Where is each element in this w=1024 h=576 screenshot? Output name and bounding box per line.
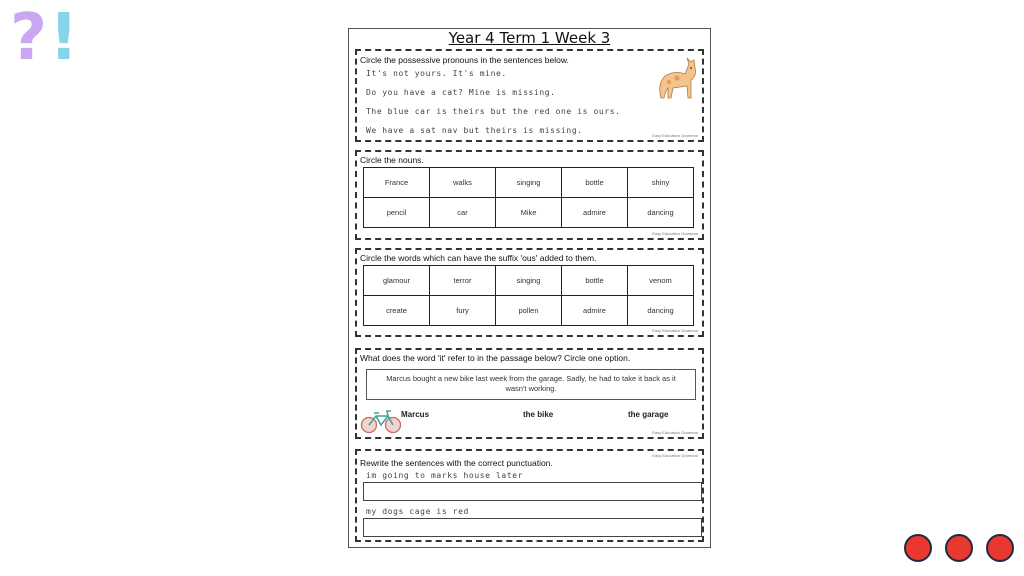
navigation-dots [904, 534, 1014, 562]
answer-box-2[interactable] [363, 518, 702, 537]
word-cell[interactable]: shiny [628, 168, 694, 198]
section-it-refer [355, 348, 704, 439]
section4-question: What does the word 'it' refer to in the passage below? Circle one option. [360, 353, 631, 363]
section3-question: Circle the words which can have the suffix 'ous' added to them. [360, 253, 597, 263]
answer-box-1[interactable] [363, 482, 702, 501]
section5-question: Rewrite the sentences with the correct punctuation. [360, 458, 553, 468]
word-cell[interactable]: car [430, 198, 496, 228]
logo-question-mark: ? [10, 1, 48, 75]
section1-sentence: It's not yours. It's mine. [366, 69, 507, 78]
section3-credit: Easy Education Grammar [652, 328, 698, 333]
nav-dot[interactable] [904, 534, 932, 562]
bicycle-icon [360, 408, 402, 434]
word-cell[interactable]: fury [430, 296, 496, 326]
word-cell[interactable]: bottle [562, 266, 628, 296]
word-cell[interactable]: dancing [628, 296, 694, 326]
word-cell[interactable]: create [364, 296, 430, 326]
option-the-bike[interactable]: the bike [523, 410, 554, 419]
word-cell[interactable]: admire [562, 296, 628, 326]
option-the-garage[interactable]: the garage [628, 410, 669, 419]
section2-credit: Easy Education Grammar [652, 231, 698, 236]
section2-question: Circle the nouns. [360, 155, 424, 165]
passage-box [366, 369, 696, 400]
option-marcus[interactable]: Marcus [401, 410, 430, 419]
section2-word-grid [363, 167, 694, 228]
word-cell[interactable]: admire [562, 198, 628, 228]
worksheet [348, 28, 711, 548]
word-cell[interactable]: pollen [496, 296, 562, 326]
section5-sentence: my dogs cage is red [366, 507, 469, 516]
word-cell[interactable]: pencil [364, 198, 430, 228]
section4-credit: Easy Education Grammar [652, 430, 698, 435]
word-cell[interactable]: singing [496, 168, 562, 198]
section-punctuation [355, 449, 704, 542]
passage-line: wasn't working. [505, 384, 557, 393]
section-nouns [355, 150, 704, 240]
word-cell[interactable]: walks [430, 168, 496, 198]
cat-icon [653, 54, 697, 104]
section1-sentence: The blue car is theirs but the red one is ours. [366, 107, 621, 116]
word-cell[interactable]: dancing [628, 198, 694, 228]
word-cell[interactable]: venom [628, 266, 694, 296]
section-suffix-ous [355, 248, 704, 337]
section1-credit: Easy Education Grammar [652, 133, 698, 138]
logo-exclamation-mark: ! [49, 1, 79, 75]
nav-dot[interactable] [945, 534, 973, 562]
word-cell[interactable]: singing [496, 266, 562, 296]
word-cell[interactable]: France [364, 168, 430, 198]
logo [10, 1, 79, 75]
section1-sentence: We have a sat nav but theirs is missing. [366, 126, 583, 135]
word-cell[interactable]: terror [430, 266, 496, 296]
section3-word-grid [363, 265, 694, 326]
word-cell[interactable]: bottle [562, 168, 628, 198]
section-possessive-pronouns [355, 49, 704, 142]
section5-sentence: im going to marks house later [366, 471, 524, 480]
word-cell[interactable]: Mike [496, 198, 562, 228]
word-cell[interactable]: glamour [364, 266, 430, 296]
section1-question: Circle the possessive pronouns in the sentences below. [360, 55, 569, 65]
nav-dot[interactable] [986, 534, 1014, 562]
section1-sentence: Do you have a cat? Mine is missing. [366, 88, 556, 97]
worksheet-title: Year 4 Term 1 Week 3 [448, 29, 611, 47]
passage-line: Marcus bought a new bike last week from the garage. Sadly, he had to take it back as it [386, 374, 676, 383]
section5-credit: Easy Education Grammar [652, 453, 698, 458]
